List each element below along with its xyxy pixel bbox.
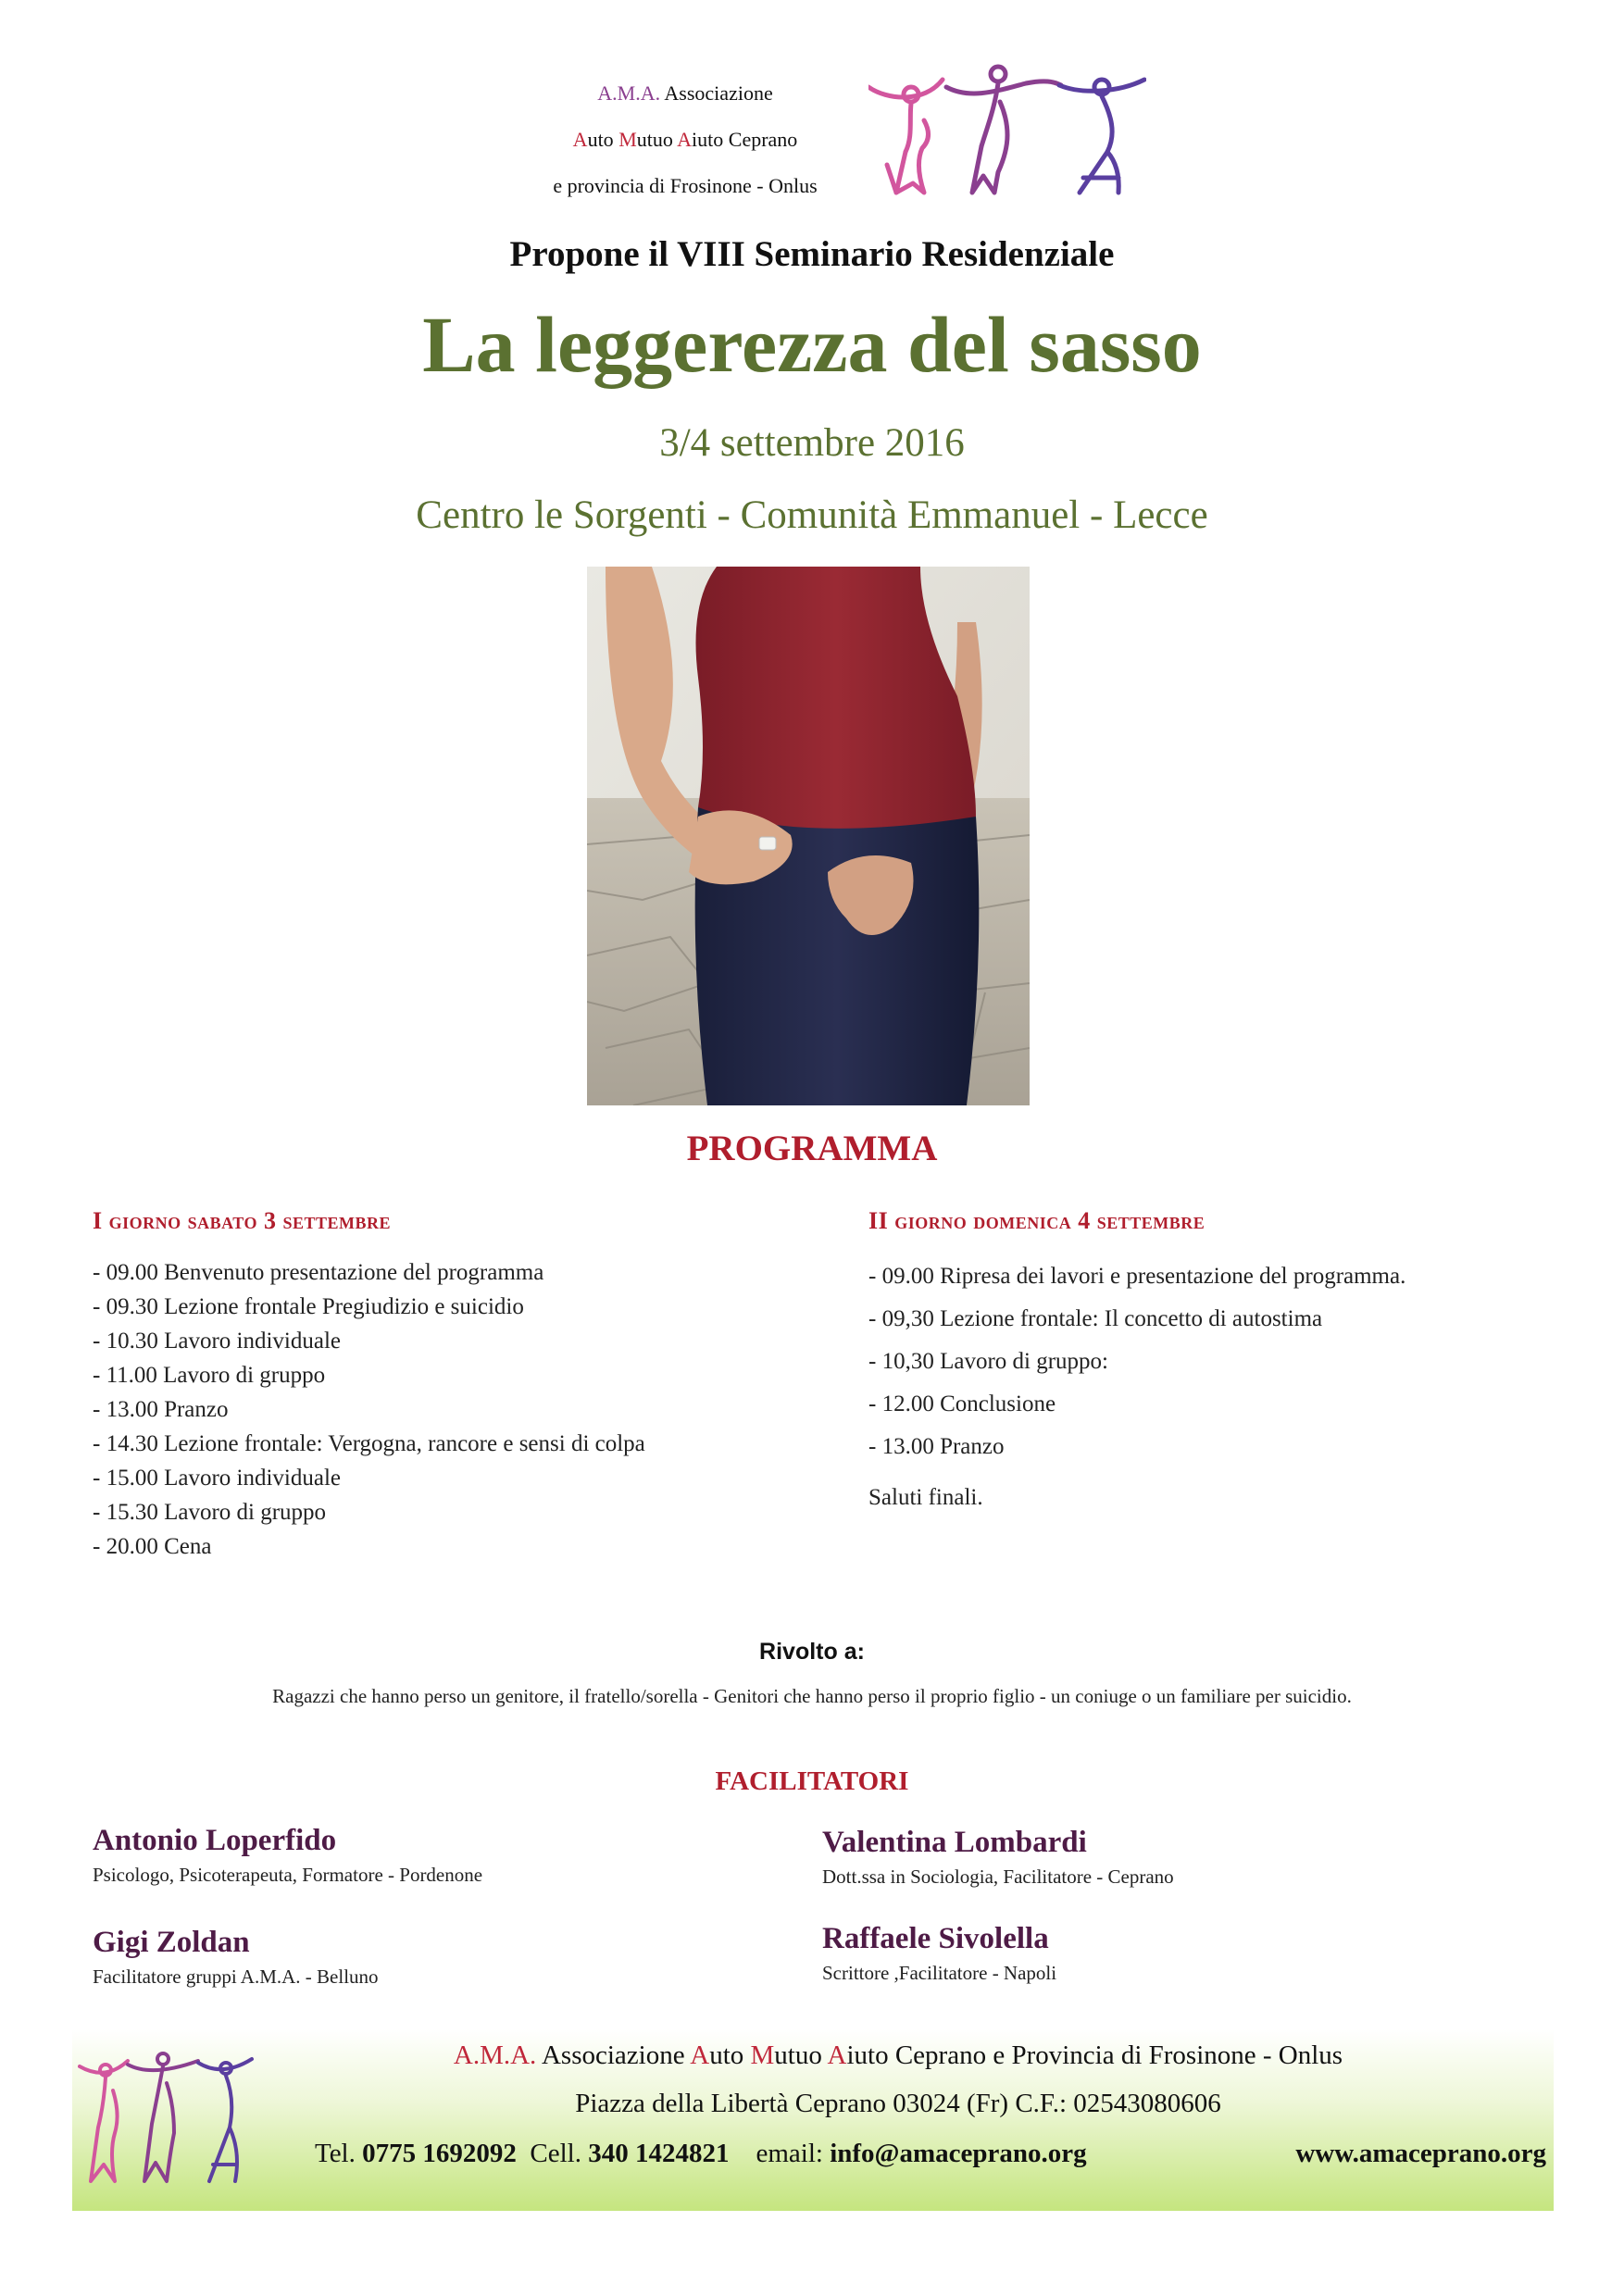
page-title: La leggerezza del sasso (422, 300, 1202, 389)
facilitators-heading: FACILITATORI (715, 1766, 909, 1796)
closing-note: Saluti finali. (868, 1485, 983, 1510)
list-item: - 14.30 Lezione frontale: Vergogna, rancore e sensi di colpa (93, 1431, 645, 1456)
list-item: - 12.00 Conclusione (868, 1391, 1056, 1416)
facilitator-card (822, 1918, 1056, 1987)
cell-number[interactable]: 340 1424821 (588, 2139, 730, 2168)
list-item: - 10.30 Lavoro individuale (93, 1329, 341, 1354)
facilitator-name: Gigi Zoldan (93, 1926, 250, 1959)
day2-schedule (868, 1255, 1572, 1516)
audience-heading: Rivolto a: (759, 1639, 865, 1665)
email-link[interactable]: info@amaceprano.org (830, 2139, 1087, 2168)
facilitator-card (93, 1922, 379, 1990)
facilitator-name: Raffaele Sivolella (822, 1922, 1049, 1955)
list-item: - 13.00 Pranzo (93, 1397, 229, 1422)
list-item: - 15.30 Lavoro di gruppo (93, 1500, 327, 1525)
facilitator-card (93, 1820, 482, 1889)
ama-logo-small (78, 2050, 254, 2189)
footer-address: Piazza della Libertà Ceprano 03024 (Fr) C.F.: 02543080606 (575, 2089, 1221, 2118)
facilitator-name: Valentina Lombardi (822, 1826, 1087, 1859)
footer-contacts: Tel. 0775 1692092 Cell. 340 1424821 email: info@amaceprano.org www.amaceprano.org (315, 2139, 1546, 2168)
programma-heading: PROGRAMMA (686, 1129, 938, 1168)
day1-heading: I giorno sabato 3 settembre (93, 1207, 392, 1234)
phone-number[interactable]: 0775 1692092 (362, 2139, 517, 2168)
facilitator-role: Psicologo, Psicoterapeuta, Formatore - Pordenone (93, 1864, 483, 1886)
list-item: - 13.00 Pranzo (868, 1434, 1005, 1459)
website-link[interactable]: www.amaceprano.org (1295, 2139, 1546, 2168)
facilitator-role: Facilitatore gruppi A.M.A. - Belluno (93, 1965, 379, 1988)
list-item: - 09.30 Lezione frontale Pregiudizio e suicidio (93, 1294, 524, 1319)
ama-logo (868, 63, 1146, 202)
org-line-1: A.M.A. Associazione (597, 81, 773, 105)
org-line-3: e provincia di Frosinone - Onlus (553, 174, 818, 197)
event-date: 3/4 settembre 2016 (659, 421, 965, 465)
event-location: Centro le Sorgenti - Comunità Emmanuel - Lecce (416, 493, 1208, 537)
list-item: - 10,30 Lavoro di gruppo: (868, 1349, 1108, 1374)
event-photo (587, 567, 1030, 1105)
facilitator-card (822, 1822, 1174, 1890)
org-header (518, 70, 852, 209)
intro-line: Propone il VIII Seminario Residenziale (509, 234, 1115, 274)
facilitator-name: Antonio Loperfido (93, 1824, 337, 1857)
list-item: - 09,30 Lezione frontale: Il concetto di autostima (868, 1306, 1323, 1331)
day2-heading: II giorno domenica 4 settembre (868, 1207, 1206, 1234)
org-line-2: Auto Mutuo Aiuto Ceprano (572, 128, 798, 151)
list-item: - 11.00 Lavoro di gruppo (93, 1363, 326, 1388)
list-item: - 09.00 Ripresa dei lavori e presentazione del programma. (868, 1264, 1406, 1289)
list-item: - 20.00 Cena (93, 1534, 212, 1559)
facilitator-role: Scrittore ,Facilitatore - Napoli (822, 1962, 1057, 1984)
list-item: - 15.00 Lavoro individuale (93, 1466, 341, 1491)
footer-org-name: A.M.A. Associazione Auto Mutuo Aiuto Ceprano e Provincia di Frosinone - Onlus (453, 2040, 1343, 2070)
facilitator-role: Dott.ssa in Sociologia, Facilitatore - Ceprano (822, 1866, 1174, 1888)
day1-schedule (93, 1255, 796, 1564)
audience-text: Ragazzi che hanno perso un genitore, il fratello/sorella - Genitori che hanno perso il proprio figlio - un coniuge o un familiare per suicidio. (272, 1685, 1352, 1707)
list-item: - 09.00 Benvenuto presentazione del programma (93, 1260, 544, 1285)
